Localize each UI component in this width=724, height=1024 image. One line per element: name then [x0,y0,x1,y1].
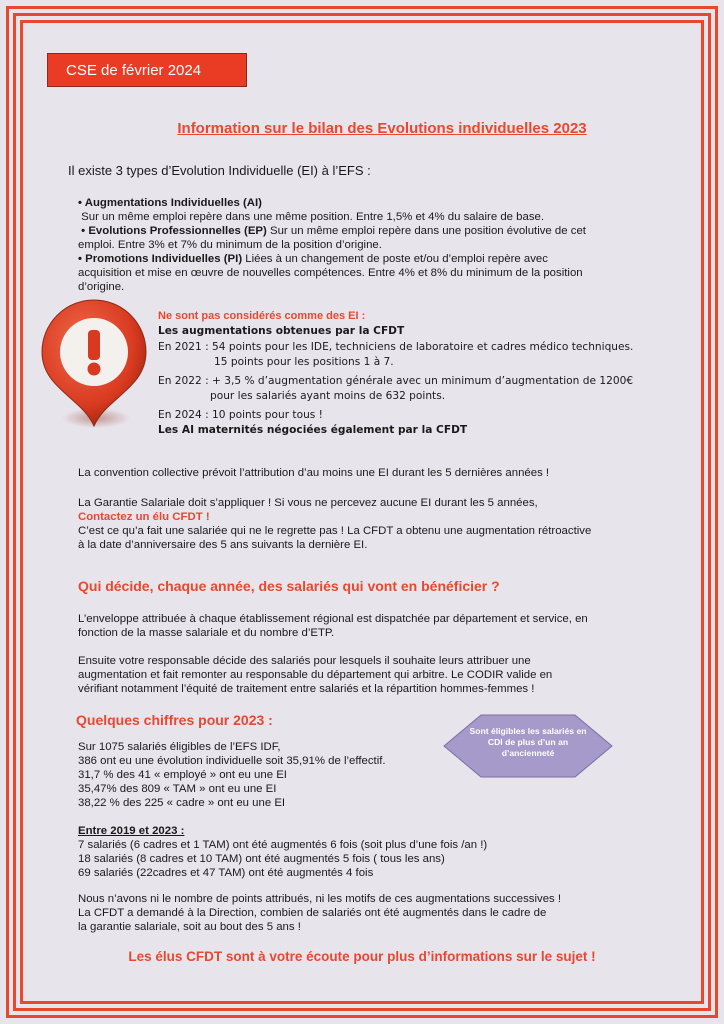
figures-line-5: 38,22 % des 225 « cadre » ont eu une EI [78,797,286,809]
exclamation-pin-icon [22,298,152,433]
figures-line-3: 31,7 % des 41 « employé » ont eu une EI [78,769,287,781]
not-ei-heading: Ne sont pas considérés comme des EI : [158,310,366,322]
period-block [78,824,658,880]
intro-text: Il existe 3 types d’Evolution Individuelle (EI) à l’EFS : [68,163,371,178]
who-decides-heading: Qui décide, chaque année, des salariés qui vont en bénéficier ? [78,578,500,594]
who-p2-line-3: vérifiant notamment l’équité de traitement entre salariés et la répartition hommes-femmes ! [78,683,535,695]
garantie-line-3: à la date d’anniversaire des 5 ans suivants la dernière EI. [78,539,368,551]
period-line-1: 7 salariés (6 cadres et 1 TAM) ont été augmentés 6 fois (soit plus d’une fois /an !) [78,839,488,851]
pi-text-1: Liées à un changement de poste et/ou d’emploi repère avec [242,253,548,265]
not-ei-subheading: Les augmentations obtenues par la CFDT [158,325,405,337]
closing-block [78,892,658,934]
pi-text-3: d’origine. [78,281,125,293]
garantie-line-2: C’est ce qu’a fait une salariée qui ne le regrette pas ! La CFDT a obtenu une augmentation rétroactive [78,525,592,537]
figures-line-2: 386 ont eu une évolution individuelle soit 35,91% de l’effectif. [78,755,386,767]
closing-line-2: La CFDT a demandé à la Direction, combien de salariés ont été augmentés dans le cadre de [78,907,547,919]
period-line-3: 69 salariés (22cadres et 47 TAM) ont été augmentés 4 fois [78,867,374,879]
convention-text: La convention collective prévoit l’attribution d’au moins une EI durant les 5 dernières années ! [78,467,550,479]
not-ei-line-2024: En 2024 : 10 points pour tous ! [158,409,323,421]
not-ei-line-2022: En 2022 : + 3,5 % d’augmentation générale avec un minimum d’augmentation de 1200€ [158,375,634,387]
who-decides-text [78,612,658,696]
pi-label: • Promotions Individuelles (PI) [78,253,243,265]
ai-label: • Augmentations Individuelles (AI) [78,197,262,209]
not-ei-line-positions: 15 points pour les positions 1 à 7. [214,356,394,368]
period-heading: Entre 2019 et 2023 : [78,825,185,837]
not-ei-line-2021: En 2021 : 54 points pour les IDE, techniciens de laboratoire et cadres médico techniques. [158,341,634,353]
page-title: Information sur le bilan des Evolutions individuelles 2023 [177,120,587,137]
ep-text-2: emploi. Entre 3% et 7% du minimum de la position d’origine. [78,239,382,251]
figures-list [78,740,438,810]
not-ei-line-maternity: Les AI maternités négociées également par la CFDT [158,424,468,436]
figures-line-1: Sur 1075 salariés éligibles de l’EFS IDF, [78,741,281,753]
footer-call-to-action: Les élus CFDT sont à votre écoute pour plus d’informations sur le sujet ! [128,949,596,964]
eligibility-callout-text: Sont éligibles les salariés en CDI de plus d’un an d’ancienneté [469,726,587,758]
figures-line-4: 35,47% des 809 « TAM » ont eu une EI [78,783,277,795]
period-line-2: 18 salariés (8 cadres et 10 TAM) ont été augmentés 5 fois ( tous les ans) [78,853,445,865]
who-p1-line-1: L’enveloppe attribuée à chaque établissement régional est dispatchée par département et service, en [78,613,588,625]
types-block [78,196,638,294]
eligibility-callout [443,714,613,778]
garantie-block [78,496,658,552]
figures-heading: Quelques chiffres pour 2023 : [76,712,273,728]
ai-text: Sur un même emploi repère dans une même position. Entre 1,5% et 4% du salaire de base. [81,211,545,223]
header-tag: CSE de février 2024 [47,53,247,87]
not-ei-list [158,340,678,438]
ep-label: • Evolutions Professionnelles (EP) [81,225,267,237]
pi-text-2: acquisition et mise en œuvre de nouvelles compétences. Entre 4% et 8% du minimum de la position [78,267,583,279]
closing-line-1: Nous n’avons ni le nombre de points attribués, ni les motifs de ces augmentations successives ! [78,893,562,905]
not-ei-line-points: pour les salariés ayant moins de 632 points. [210,390,446,402]
contact-elu: Contactez un élu CFDT ! [78,511,210,523]
closing-line-3: la garantie salariale, soit au bout des 5 ans ! [78,921,301,933]
who-p1-line-2: fonction de la masse salariale et du nombre d’ETP. [78,627,335,639]
garantie-line-1: La Garantie Salariale doit s’appliquer ! Si vous ne percevez aucune EI durant les 5 années, [78,497,538,509]
who-p2-line-2: augmentation et fait remonter au responsable du département qui arbitre. Le CODIR valide en [78,669,553,681]
ep-text-1: Sur un même emploi repère dans une position évolutive de cet [266,225,586,237]
who-p2-line-1: Ensuite votre responsable décide des salariés pour lesquels il souhaite leurs attribuer une [78,655,531,667]
